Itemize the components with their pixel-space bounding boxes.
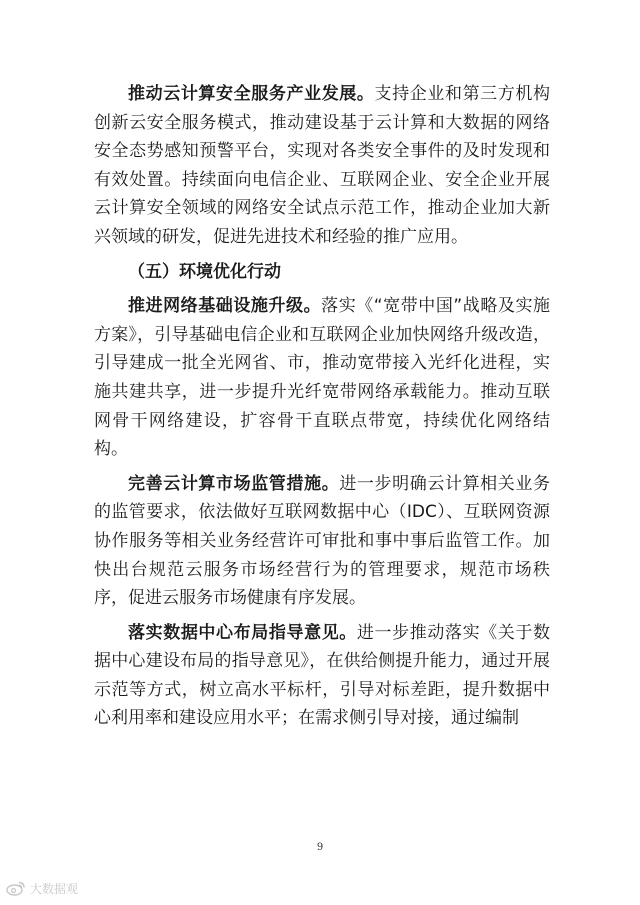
document-body	[94, 80, 550, 739]
page-number: 9	[316, 842, 324, 853]
paragraph-text: 进一步推动落实《关于数据中心建设布局的指导意见》，在供给侧提升能力，通过开展示范等方式，树立高水平标杆，引导对标差距，提升数据中心利用率和建设应用水平；在需求侧引导对接，通过编制	[94, 622, 551, 729]
paragraph-market-supervision	[94, 470, 550, 613]
paragraph-data-center-layout	[94, 619, 550, 733]
watermark-text: 大数据观	[30, 881, 79, 896]
paragraph-network-upgrade	[94, 292, 550, 464]
paragraph-text: 支持企业和第三方机构创新云安全服务模式，推动建设基于云计算和大数据的网络安全态势感知预警平台，实现对各类安全事件的及时发现和有效处置。持续面向电信企业、互联网企业、安全企业开展云计算安全领域的网络安全试点示范工作，推动企业加大新兴领域的研发，促进先进技术和经验的推广应用。	[94, 84, 551, 247]
paragraph-lead: 推动云计算安全服务产业发展。	[128, 84, 375, 104]
weibo-logo-icon	[6, 880, 26, 896]
paragraph-text: 进一步明确云计算相关业务的监管要求，依法做好互联网数据中心（IDC）、互联网资源协作服务等相关业务经营许可审批和事中事后监管工作。加快出台规范云服务市场经营行为的管理要求，规范市场秩序，促进云服务市场健康有序发展。	[94, 473, 551, 609]
paragraph-lead: 落实数据中心布局指导意见。	[128, 622, 357, 643]
paragraph-text: 落实《“宽带中国”战略及实施方案》，引导基础电信企业和互联网企业加快网络升级改造，引导建成一批全光网省、市，推动宽带接入光纤化进程，实施共建共享，进一步提升光纤宽带网络承载能力。推动互联网骨干网络建设，扩容骨干直联点带宽，持续优化网络结构。	[94, 296, 550, 460]
paragraph-cloud-security	[94, 80, 550, 252]
section-heading: （五）环境优化行动	[128, 261, 281, 282]
paragraph-lead: 完善云计算市场监管措施。	[128, 473, 340, 494]
paragraph-lead: 推进网络基础设施升级。	[128, 296, 322, 317]
watermark	[6, 877, 78, 899]
